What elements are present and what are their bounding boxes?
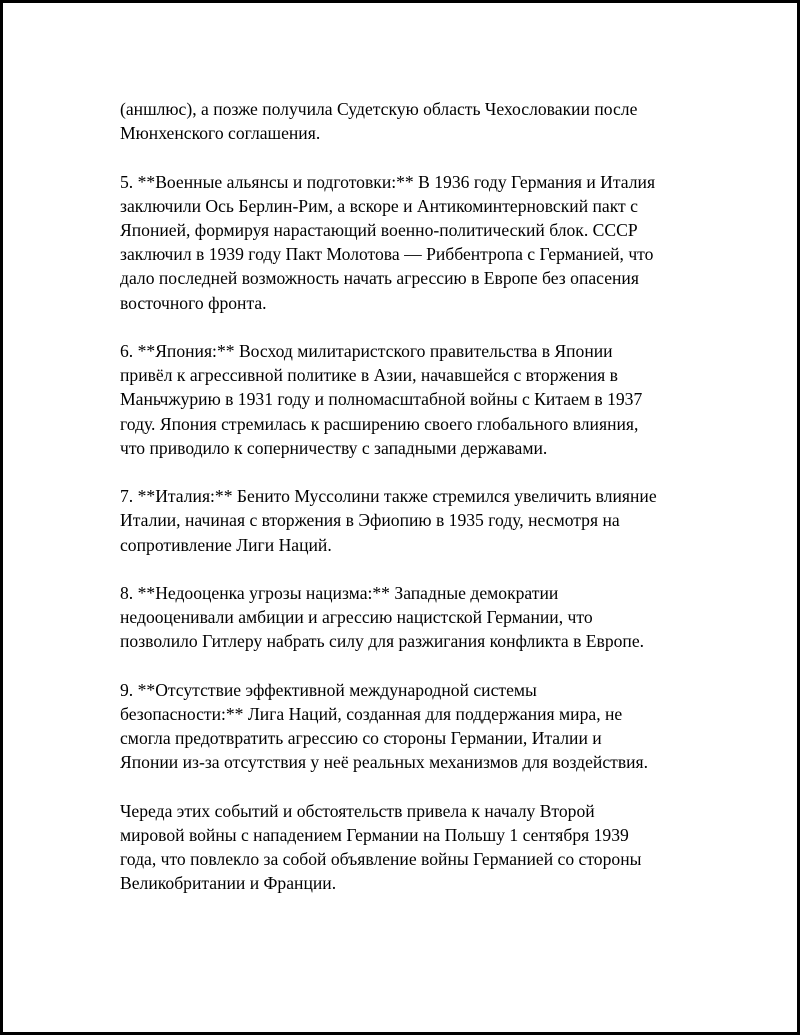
text-line: привёл к агрессивной политике в Азии, начавшейся с вторжения в (120, 365, 618, 386)
text-line: заключили Ось Берлин-Рим, а вскоре и Антикоминтерновский пакт с (120, 195, 638, 216)
paragraph-anschluss-continuation (120, 97, 700, 145)
paragraph-item-5-military-alliances (120, 170, 700, 315)
text-line: 9. **Отсутствие эффективной международной системы (120, 679, 537, 700)
text-line: 5. **Военные альянсы и подготовки:** В 1936 году Германия и Италия (120, 171, 656, 192)
text-line: 6. **Япония:** Восход милитаристского правительства в Японии (120, 341, 613, 361)
text-line: восточного фронта. (120, 292, 267, 313)
text-line: смогла предотвратить агрессию со стороны Германии, Италии и (120, 728, 602, 749)
paragraph-item-9-security-system (120, 678, 700, 775)
text-line: безопасности:** Лига Наций, созданная для поддержания мира, не (120, 704, 623, 724)
paragraph-item-7-italy (120, 484, 700, 557)
text-line: недооценивали амбиции и агрессию нацистской Германии, что (120, 607, 593, 628)
text-line: году. Япония стремилась к расширению своего глобального влияния, (120, 413, 639, 434)
text-line: мировой войны с нападением Германии на Польшу 1 сентября 1939 (120, 825, 629, 845)
text-line: (аншлюс), а позже получила Судетскую область Чехословакии после (120, 99, 638, 119)
text-line: Череда этих событий и обстоятельств привела к началу Второй (120, 800, 595, 821)
paragraph-item-6-japan (120, 339, 700, 460)
text-line: позволило Гитлеру набрать силу для разжигания конфликта в Европе. (120, 631, 645, 652)
text-line: заключил в 1939 году Пакт Молотова — Риббентропа с Германией, что (120, 244, 654, 265)
text-line: сопротивление Лиги Наций. (120, 534, 332, 555)
text-line: года, что повлекло за собой объявление войны Германией со стороны (120, 849, 642, 870)
text-line: Италии, начиная с вторжения в Эфиопию в 1935 году, несмотря на (120, 510, 620, 531)
text-line: Мюнхенского соглашения. (120, 123, 321, 144)
paragraph-item-8-underestimation (120, 581, 700, 654)
text-line: Маньчжурию в 1931 году и полномасштабной войны с Китаем в 1937 (120, 389, 643, 410)
text-line: Японии из-за отсутствия у неё реальных механизмов для воздействия. (120, 752, 649, 773)
document-body (120, 97, 700, 920)
paragraph-conclusion (120, 799, 700, 896)
text-line: Великобритании и Франции. (120, 873, 337, 894)
text-line: 8. **Недооценка угрозы нацизма:** Западные демократии (120, 583, 559, 603)
text-line: Японией, формируя нарастающий военно-политический блок. СССР (120, 220, 638, 240)
text-line: дало последней возможность начать агрессию в Европе без опасения (120, 268, 639, 289)
text-line: что приводило к соперничеству с западными державами. (120, 437, 548, 458)
text-line: 7. **Италия:** Бенито Муссолини также стремился увеличить влияние (120, 486, 657, 507)
